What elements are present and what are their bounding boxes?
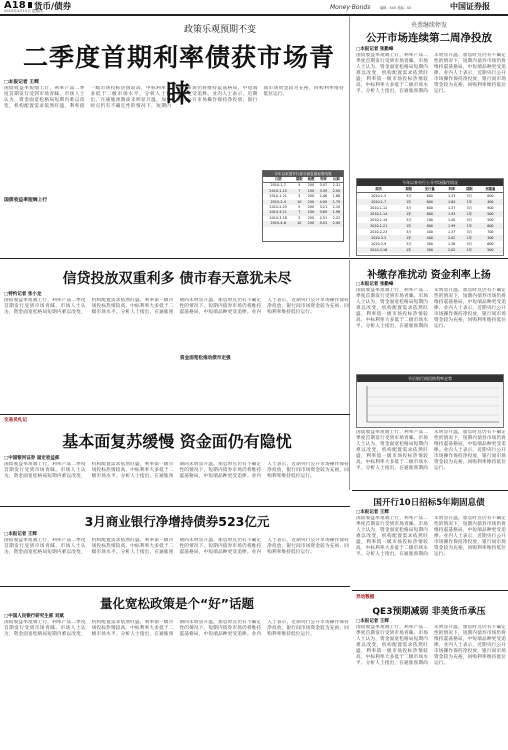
masthead-rule	[0, 14, 508, 16]
lead-kicker: 政策乐观预期不变	[183, 25, 256, 35]
right-mid-headline: 补缴存准扰动 资金利率上扬	[367, 270, 491, 281]
table-header-cell: 期限	[400, 186, 417, 193]
masthead	[0, 0, 508, 14]
omo-table	[357, 186, 503, 253]
lead-table-title: 今年以来国开行部分固息债标售结果	[263, 171, 343, 177]
table-cell: 2010-1-21	[370, 224, 388, 228]
table-cell: 10	[297, 199, 302, 204]
table-cell: 600	[426, 194, 433, 198]
table-cell: 4.01	[319, 221, 328, 226]
table-cell: 1.96	[332, 210, 341, 215]
table-header-cell: 认购	[330, 177, 343, 183]
rule	[0, 586, 350, 587]
table-cell: 1.99	[447, 224, 456, 228]
table-cell: 2010-3-9	[371, 242, 387, 246]
table-cell: 2010-1-7	[371, 200, 387, 204]
right-low-headline: 国开行10日招标5年期固息债	[373, 498, 485, 508]
table-row	[357, 247, 503, 253]
table-cell: 600	[487, 242, 494, 246]
lead-body: 国债收益率短端上行，利率产品二季度首期发行受到市场青睐。市场人士认为，资金面宽松格局短期内难以改变，机构配置需求依然旺盛，利率债一级市场投标热情较高，中标利率大多低于二级市场水平。分析人士指出，在通胀预期尚未明显升温、加息时点仍有不确定性的情况下，短期内债券市场仍将维持震荡格局，中短端品种更受追捧。业内人士表示，近期央行公开市场操作保持净投放，银行间市场资金较为充裕，回购利率维持低位运行。	[4, 86, 344, 109]
table-header-cell: 期限	[461, 186, 478, 193]
right-bottom-byline: □本报记者 王辉	[356, 619, 389, 624]
story4-body: 国债收益率短端上行，利率产品二季度首期发行受到市场青睐。市场人士认为，资金面宽松格局短期内难以改变，机构配置需求依然旺盛，利率债一级市场投标热情较高，中标利率大多低于二级市场水平。分析人士指出，在通胀预期尚未明显升温、加息时点仍有不确定性的情况下，短期内债券市场仍将维持震荡格局，中短端品种更受追捧。业内人士表示，近期央行公开市场操作保持净投放，银行间市场资金较为充裕，回购利率维持低位运行。	[4, 538, 349, 555]
section-mark	[28, 2, 32, 8]
story4-byline: □本报记者 王辉	[4, 532, 37, 537]
table-cell: 2.51	[319, 215, 328, 220]
top-right-headline: 公开市场连续第二周净投放	[366, 32, 492, 44]
table-cell: 2010-1-21	[269, 194, 287, 199]
story3-kicker: 交易员札记	[4, 418, 27, 423]
date-line: 2010年4月15日 星期四	[4, 9, 43, 13]
table-cell: 3月	[406, 218, 412, 222]
table-cell: 200	[307, 205, 315, 210]
table-row	[263, 221, 343, 226]
table-cell: 500	[487, 218, 494, 222]
page-number: A18	[4, 0, 26, 11]
table-cell: 2010-3-16	[370, 248, 388, 252]
table-cell: 3月	[466, 230, 473, 234]
table-cell: 150	[307, 221, 315, 226]
lead-table	[263, 177, 343, 227]
table-cell: 1年	[406, 248, 412, 252]
table-cell: 1.93	[447, 212, 456, 216]
table-cell: 400	[426, 230, 433, 234]
table-cell: 200	[307, 183, 315, 188]
table-cell: 2010-1-5	[371, 194, 387, 198]
top-right-byline: □本报记者 张勤峰	[356, 47, 394, 52]
repo-rate-chart-area	[357, 382, 503, 427]
table-cell: 1年	[406, 224, 412, 228]
table-cell: 1.33	[447, 194, 456, 198]
story2-subhead: 资金面宽松推动债市走强	[180, 356, 231, 361]
table-cell: 2010-3-11	[269, 210, 287, 215]
rule	[0, 258, 508, 259]
top-right-body: 国债收益率短端上行，利率产品二季度首期发行受到市场青睐。市场人士认为，资金面宽松格局短期内难以改变，机构配置需求依然旺盛，利率债一级市场投标热情较高，中标利率大多低于二级市场水平。分析人士指出，在通胀预期尚未明显升温、加息时点仍有不确定性的情况下，短期内债券市场仍将维持震荡格局，中短端品种更受追捧。业内人士表示，近期央行公开市场操作保持净投放，银行间市场资金较为充裕，回购利率维持低位运行。	[356, 53, 506, 94]
table-cell: 3月	[466, 218, 473, 222]
table-cell: 3	[298, 194, 301, 199]
table-cell: 1.37	[447, 206, 456, 210]
table-cell: 3月	[466, 242, 473, 246]
table-cell: 3月	[406, 206, 412, 210]
table-cell: 2010-1-15	[269, 188, 287, 193]
table-cell: 700	[426, 218, 433, 222]
table-cell: 1.37	[447, 230, 456, 234]
table-cell: 5	[298, 183, 301, 188]
table-cell: 300	[426, 248, 433, 252]
right-mid-byline: □本报记者 张勤峰	[356, 282, 394, 287]
right-bottom-kicker: 异动数据	[356, 595, 375, 600]
table-header-cell: 到期量	[478, 186, 503, 193]
section-title: 货币/债券	[34, 2, 72, 12]
table-cell: 500	[487, 212, 494, 216]
rule	[0, 414, 350, 415]
table-cell: 400	[487, 200, 494, 204]
table-cell: 200	[307, 194, 315, 199]
table-cell: 7	[298, 188, 301, 193]
table-cell: 150	[307, 188, 315, 193]
story5-body: 国债收益率短端上行，利率产品二季度首期发行受到市场青睐。市场人士认为，资金面宽松格局短期内难以改变，机构配置需求依然旺盛，利率债一级市场投标热情较高，中标利率大多低于二级市场水平。分析人士指出，在通胀预期尚未明显升温、加息时点仍有不确定性的情况下，短期内债券市场仍将维持震荡格局，中短端品种更受追捧。业内人士表示，近期央行公开市场操作保持净投放，银行间市场资金较为充裕，回购利率维持低位运行。	[4, 620, 349, 637]
table-cell: 2010-3-18	[269, 215, 287, 220]
table-cell: 400	[426, 236, 433, 240]
table-header-cell: 利率	[317, 177, 330, 183]
table-cell: 3月	[406, 194, 412, 198]
table-cell: 1.38	[447, 242, 456, 246]
table-cell: 3.59	[319, 188, 328, 193]
story5-byline: □中国人民银行研究生部 刘斌	[4, 614, 64, 619]
table-cell: 2.40	[332, 221, 341, 226]
table-cell: 600	[426, 200, 433, 204]
table-cell: 5	[298, 205, 301, 210]
right-low-byline: □本报记者 王辉	[356, 510, 389, 515]
table-cell: 2010-1-19	[370, 218, 388, 222]
table-cell: 2010-2-4	[270, 199, 286, 204]
table-cell: 1年	[466, 224, 473, 228]
right-mid-body: 国债收益率短端上行，利率产品二季度首期发行受到市场青睐。市场人士认为，资金面宽松格局短期内难以改变，机构配置需求依然旺盛，利率债一级市场投标热情较高，中标利率大多低于二级市场水平。分析人士指出，在通胀预期尚未明显升温、加息时点仍有不确定性的情况下，短期内债券市场仍将维持震荡格局，中短端品种更受追捧。业内人士表示，近期央行公开市场操作保持净投放，银行间市场资金较为充裕，回购利率维持低位运行。	[356, 288, 506, 329]
lead-table-box	[262, 170, 344, 242]
table-cell: 2010-2-23	[370, 230, 388, 234]
story4-headline: 3月商业银行净增持债券523亿元	[84, 514, 270, 529]
table-cell: 3.21	[319, 205, 328, 210]
editor-line: 编辑：XXX 美编：XX	[380, 6, 412, 10]
table-cell: 1年	[466, 212, 473, 216]
table-cell: 3	[298, 215, 301, 220]
table-cell: 2010-1-7	[270, 183, 286, 188]
table-cell: 1.75	[332, 199, 341, 204]
table-cell: 800	[487, 194, 494, 198]
rule	[0, 506, 350, 507]
table-cell: 800	[426, 224, 433, 228]
table-cell: 2010-3-2	[371, 236, 387, 240]
table-cell: 600	[426, 206, 433, 210]
right-low-body: 国债收益率短端上行，利率产品二季度首期发行受到市场青睐。市场人士认为，资金面宽松格局短期内难以改变，机构配置需求依然旺盛，利率债一级市场投标热情较高，中标利率大多低于二级市场水平。分析人士指出，在通胀预期尚未明显升温、加息时点仍有不确定性的情况下，短期内债券市场仍将维持震荡格局，中短端品种更受追捧。业内人士表示，近期央行公开市场操作保持净投放，银行间市场资金较为充裕，回购利率维持低位运行。	[356, 516, 506, 557]
table-cell: 7	[298, 210, 301, 215]
table-cell: 2010-2-25	[269, 205, 287, 210]
table-header-cell: 期限	[293, 177, 305, 183]
table-cell: 1.40	[447, 218, 456, 222]
rule	[352, 590, 508, 591]
column-divider	[349, 260, 350, 490]
lead-byline: □本报记者 王辉	[4, 80, 39, 85]
table-header-cell: 发行量	[417, 186, 442, 193]
table-cell: 2.31	[332, 183, 341, 188]
table-cell: 1.88	[332, 194, 341, 199]
lead-headline: 二季度首期利率债获市场青睐	[22, 43, 335, 108]
table-cell: 900	[487, 206, 494, 210]
table-cell: 150	[307, 199, 315, 204]
table-cell: 2010-1-12	[370, 206, 388, 210]
table-header-cell: 规模	[305, 177, 317, 183]
table-cell: 1年	[406, 200, 412, 204]
table-cell: 2.10	[332, 205, 341, 210]
story2-byline: □特约记者 张小龙	[4, 292, 42, 297]
story3-byline: □中国银河证券 固定收益部	[4, 456, 60, 461]
table-cell: 3月	[406, 230, 412, 234]
table-cell: 3.07	[319, 183, 328, 188]
rule	[352, 490, 508, 491]
table-cell: 700	[487, 230, 494, 234]
section-english: Money·Bonds	[330, 4, 371, 11]
table-cell: 1.84	[447, 200, 456, 204]
table-cell: 150	[307, 210, 315, 215]
table-cell: 600	[487, 224, 494, 228]
table-cell: 2.22	[332, 215, 341, 220]
table-cell: 2.46	[319, 194, 328, 199]
paper-logo: 中国证券报	[450, 1, 490, 11]
table-cell: 200	[307, 215, 315, 220]
table-cell: 3月	[406, 242, 412, 246]
table-cell: 3.65	[319, 210, 328, 215]
table-cell: 300	[487, 236, 494, 240]
right-mid-chart-title: 节后银行间回购利率走势	[357, 375, 503, 382]
table-cell: 3月	[466, 194, 473, 198]
table-cell: 4.05	[319, 199, 328, 204]
top-right-kicker: 央票继续停发	[410, 22, 447, 29]
table-cell: 10	[297, 221, 302, 226]
story2-headline: 信贷投放双重利多 债市春天意犹未尽	[62, 271, 292, 287]
story3-headline: 基本面复苏缓慢 资金面仍有隐忧	[62, 432, 292, 451]
story3-body: 国债收益率短端上行，利率产品二季度首期发行受到市场青睐。市场人士认为，资金面宽松格局短期内难以改变，机构配置需求依然旺盛，利率债一级市场投标热情较高，中标利率大多低于二级市场水平。分析人士指出，在通胀预期尚未明显升温、加息时点仍有不确定性的情况下，短期内债券市场仍将维持震荡格局，中短端品种更受追捧。业内人士表示，近期央行公开市场操作保持净投放，银行间市场资金较为充裕，回购利率维持低位运行。	[4, 462, 349, 479]
table-cell: 1年	[406, 236, 412, 240]
story2-body: 国债收益率短端上行，利率产品二季度首期发行受到市场青睐。市场人士认为，资金面宽松格局短期内难以改变，机构配置需求依然旺盛，利率债一级市场投标热情较高，中标利率大多低于二级市场水平。分析人士指出，在通胀预期尚未明显升温、加息时点仍有不确定性的情况下，短期内债券市场仍将维持震荡格局，中短端品种更受追捧。业内人士表示，近期央行公开市场操作保持净投放，银行间市场资金较为充裕，回购利率维持低位运行。	[4, 298, 349, 315]
table-header-cell: 日期	[263, 177, 293, 183]
column-divider	[349, 17, 350, 257]
table-cell: 1年	[466, 248, 473, 252]
right-mid-chart	[356, 374, 504, 428]
table-cell: 300	[426, 242, 433, 246]
table-cell: 1年	[466, 200, 473, 204]
right-mid-body-2: 国债收益率短端上行，利率产品二季度首期发行受到市场青睐。市场人士认为，资金面宽松格局短期内难以改变，机构配置需求依然旺盛，利率债一级市场投标热情较高，中标利率大多低于二级市场水平。分析人士指出，在通胀预期尚未明显升温、加息时点仍有不确定性的情况下，短期内债券市场仍将维持震荡格局，中短端品种更受追捧。业内人士表示，近期央行公开市场操作保持净投放，银行间市场资金较为充裕，回购利率维持低位运行。	[356, 430, 506, 471]
lead-subhead: 国债收益率短端上行	[4, 195, 47, 204]
top-right-chart-title: 今年以来央行公开市场操作情况	[357, 179, 503, 186]
table-cell: 1年	[406, 212, 412, 216]
table-cell: 500	[487, 248, 494, 252]
table-cell: 2010-1-14	[370, 212, 388, 216]
table-cell: 2.05	[332, 188, 341, 193]
table-cell: 2010-4-8	[270, 221, 286, 226]
right-bottom-body: 国债收益率短端上行，利率产品二季度首期发行受到市场青睐。市场人士认为，资金面宽松格局短期内难以改变，机构配置需求依然旺盛，利率债一级市场投标热情较高，中标利率大多低于二级市场水平。分析人士指出，在通胀预期尚未明显升温、加息时点仍有不确定性的情况下，短期内债券市场仍将维持震荡格局，中短端品种更受追捧。业内人士表示，近期央行公开市场操作保持净投放，银行间市场资金较为充裕，回购利率维持低位运行。	[356, 625, 506, 666]
table-cell: 2.02	[447, 236, 456, 240]
table-cell: 600	[426, 212, 433, 216]
table-header-cell: 期次	[357, 186, 400, 193]
table-cell: 2.02	[447, 248, 456, 252]
table-cell: 1年	[466, 236, 473, 240]
right-bottom-headline: QE3预期减弱 非美货币承压	[372, 607, 486, 617]
top-right-chart	[356, 178, 504, 256]
table-cell: 3月	[466, 206, 473, 210]
table-header-cell: 利率	[442, 186, 461, 193]
story5-headline: 量化宽松政策是个“好”话题	[100, 596, 254, 611]
